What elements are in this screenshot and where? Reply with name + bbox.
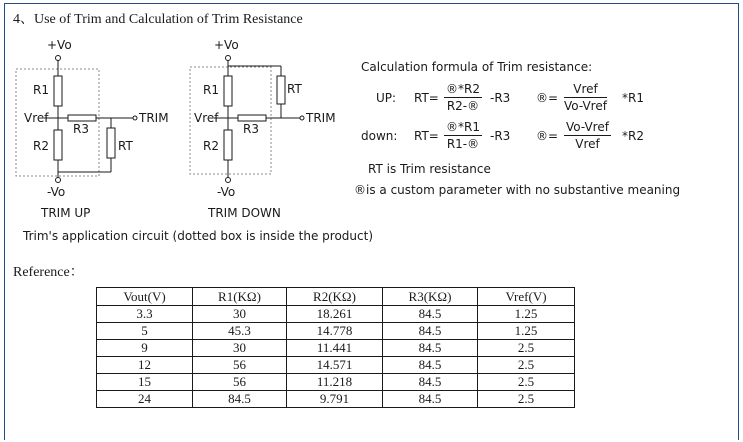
table-header-row <box>97 288 575 306</box>
formula-down-rt-eq: RT= <box>414 129 439 143</box>
formula-down-label: down: <box>361 129 398 143</box>
formula-down-rt-numerator: ®*R1 <box>446 120 480 134</box>
trim-down-r3-resistor <box>238 115 266 121</box>
table-cell: 45.3 <box>193 323 287 340</box>
trim-up-r2-label: R2 <box>33 139 49 153</box>
table-cell: 56 <box>193 374 287 391</box>
trim-down-trim-terminal <box>300 116 304 120</box>
circuit-caption: Trim's application circuit (dotted box is inside the product) <box>23 229 374 243</box>
reference-table <box>96 287 575 408</box>
table-cell: 3.3 <box>97 306 193 323</box>
table-cell: 1.25 <box>478 323 575 340</box>
trim-down-r1-resistor <box>224 76 232 106</box>
trim-up-rt-label: RT <box>118 139 133 153</box>
table-header-r3: R3(KΩ) <box>383 288 478 306</box>
table-cell: 2.5 <box>478 340 575 357</box>
table-cell: 9 <box>97 340 193 357</box>
trim-up-vin-label: +Vo <box>47 38 72 52</box>
formula-up-r-numerator: Vref <box>564 82 607 98</box>
formula-down-r-eq: ®= <box>536 129 559 143</box>
trim-up-r1-resistor <box>54 76 62 106</box>
formula-down-r-fraction <box>564 120 611 151</box>
trim-up-rt-resistor <box>107 128 115 158</box>
table-cell: 15 <box>97 374 193 391</box>
table-cell: 84.5 <box>383 323 478 340</box>
formula-down-r-numerator: Vo-Vref <box>566 120 609 134</box>
formula-note-rt: RT is Trim resistance <box>368 162 491 176</box>
section-heading: 4、Use of Trim and Calculation of Trim Resistance <box>13 12 303 27</box>
table-header-r1: R1(KΩ) <box>193 288 287 306</box>
table-cell: 84.5 <box>383 391 478 408</box>
formula-up-r-denominator: Vo-Vref <box>564 99 607 113</box>
formula-up-rt-numerator: ®*R2 <box>446 82 480 96</box>
table-cell: 11.218 <box>287 374 383 391</box>
table-cell: 11.441 <box>287 340 383 357</box>
table-row <box>97 357 575 374</box>
formula-up-rt-denominator: R2-® <box>446 99 480 113</box>
trim-up-vneg-label: -Vo <box>47 185 66 199</box>
formula-up-r-eq: ®= <box>536 91 559 105</box>
trim-down-r3-label: R3 <box>243 122 259 136</box>
table-cell: 56 <box>193 357 287 374</box>
trim-up-caption: TRIM UP <box>41 206 91 220</box>
trim-down-r1-label: R1 <box>203 83 219 97</box>
formula-down-rt-suffix: -R3 <box>490 129 511 143</box>
formula-up-rt-fraction <box>444 82 482 113</box>
table-cell: 1.25 <box>478 306 575 323</box>
table-cell: 84.5 <box>383 357 478 374</box>
table-row <box>97 323 575 340</box>
table-cell: 84.5 <box>383 374 478 391</box>
formula-down-rt-denominator: R1-® <box>446 137 480 151</box>
table-cell: 12 <box>97 357 193 374</box>
trim-up-trim-label: TRIM <box>139 111 169 125</box>
table-cell: 30 <box>193 306 287 323</box>
formula-up-rt-suffix: -R3 <box>490 91 511 105</box>
table-cell: 2.5 <box>478 374 575 391</box>
table-cell: 18.261 <box>287 306 383 323</box>
trim-up-r3-label: R3 <box>73 122 89 136</box>
table-row <box>97 374 575 391</box>
trim-up-r1-label: R1 <box>33 83 49 97</box>
trim-down-trim-label: TRIM <box>306 111 336 125</box>
table-cell: 30 <box>193 340 287 357</box>
table-cell: 2.5 <box>478 357 575 374</box>
trim-down-r2-resistor <box>224 130 232 160</box>
trim-down-caption: TRIM DOWN <box>208 206 281 220</box>
formula-title: Calculation formula of Trim resistance: <box>361 60 593 74</box>
formula-note-custom: ®is a custom parameter with no substantive meaning <box>354 183 681 197</box>
table-row <box>97 340 575 357</box>
trim-up-vneg-terminal <box>56 178 61 183</box>
table-cell: 84.5 <box>193 391 287 408</box>
formula-up-label: UP: <box>376 91 397 105</box>
table-row <box>97 391 575 408</box>
table-header-vref: Vref(V) <box>478 288 575 306</box>
trim-down-rt-resistor <box>277 76 285 104</box>
table-cell: 14.571 <box>287 357 383 374</box>
table-header-r2: R2(KΩ) <box>287 288 383 306</box>
trim-down-vref-label: Vref <box>194 111 219 125</box>
table-row <box>97 306 575 323</box>
trim-down-vin-terminal <box>226 56 231 61</box>
formula-up-rt-eq: RT= <box>414 91 439 105</box>
trim-up-vin-terminal <box>56 56 61 61</box>
reference-label: Reference： <box>13 265 84 280</box>
formula-up-r-fraction <box>564 82 607 113</box>
table-cell: 5 <box>97 323 193 340</box>
trim-down-vneg-label: -Vo <box>217 185 236 199</box>
formula-down-rt-fraction <box>444 120 482 151</box>
table-cell: 84.5 <box>383 340 478 357</box>
formula-down-r-suffix: *R2 <box>622 129 644 143</box>
table-cell: 9.791 <box>287 391 383 408</box>
table-cell: 24 <box>97 391 193 408</box>
trim-up-vref-label: Vref <box>24 111 49 125</box>
trim-up-r3-resistor <box>68 115 96 121</box>
trim-down-vin-label: +Vo <box>214 38 239 52</box>
trim-up-r2-resistor <box>54 130 62 160</box>
trim-up-trim-terminal <box>133 116 137 120</box>
table-cell: 2.5 <box>478 391 575 408</box>
formula-up-r-suffix: *R1 <box>622 91 644 105</box>
trim-down-rt-label: RT <box>287 82 302 96</box>
trim-down-r2-label: R2 <box>203 139 219 153</box>
table-cell: 84.5 <box>383 306 478 323</box>
table-header-vout: Vout(V) <box>97 288 193 306</box>
table-cell: 14.778 <box>287 323 383 340</box>
formula-down-r-denominator: Vref <box>575 137 600 151</box>
trim-down-vneg-terminal <box>226 178 231 183</box>
